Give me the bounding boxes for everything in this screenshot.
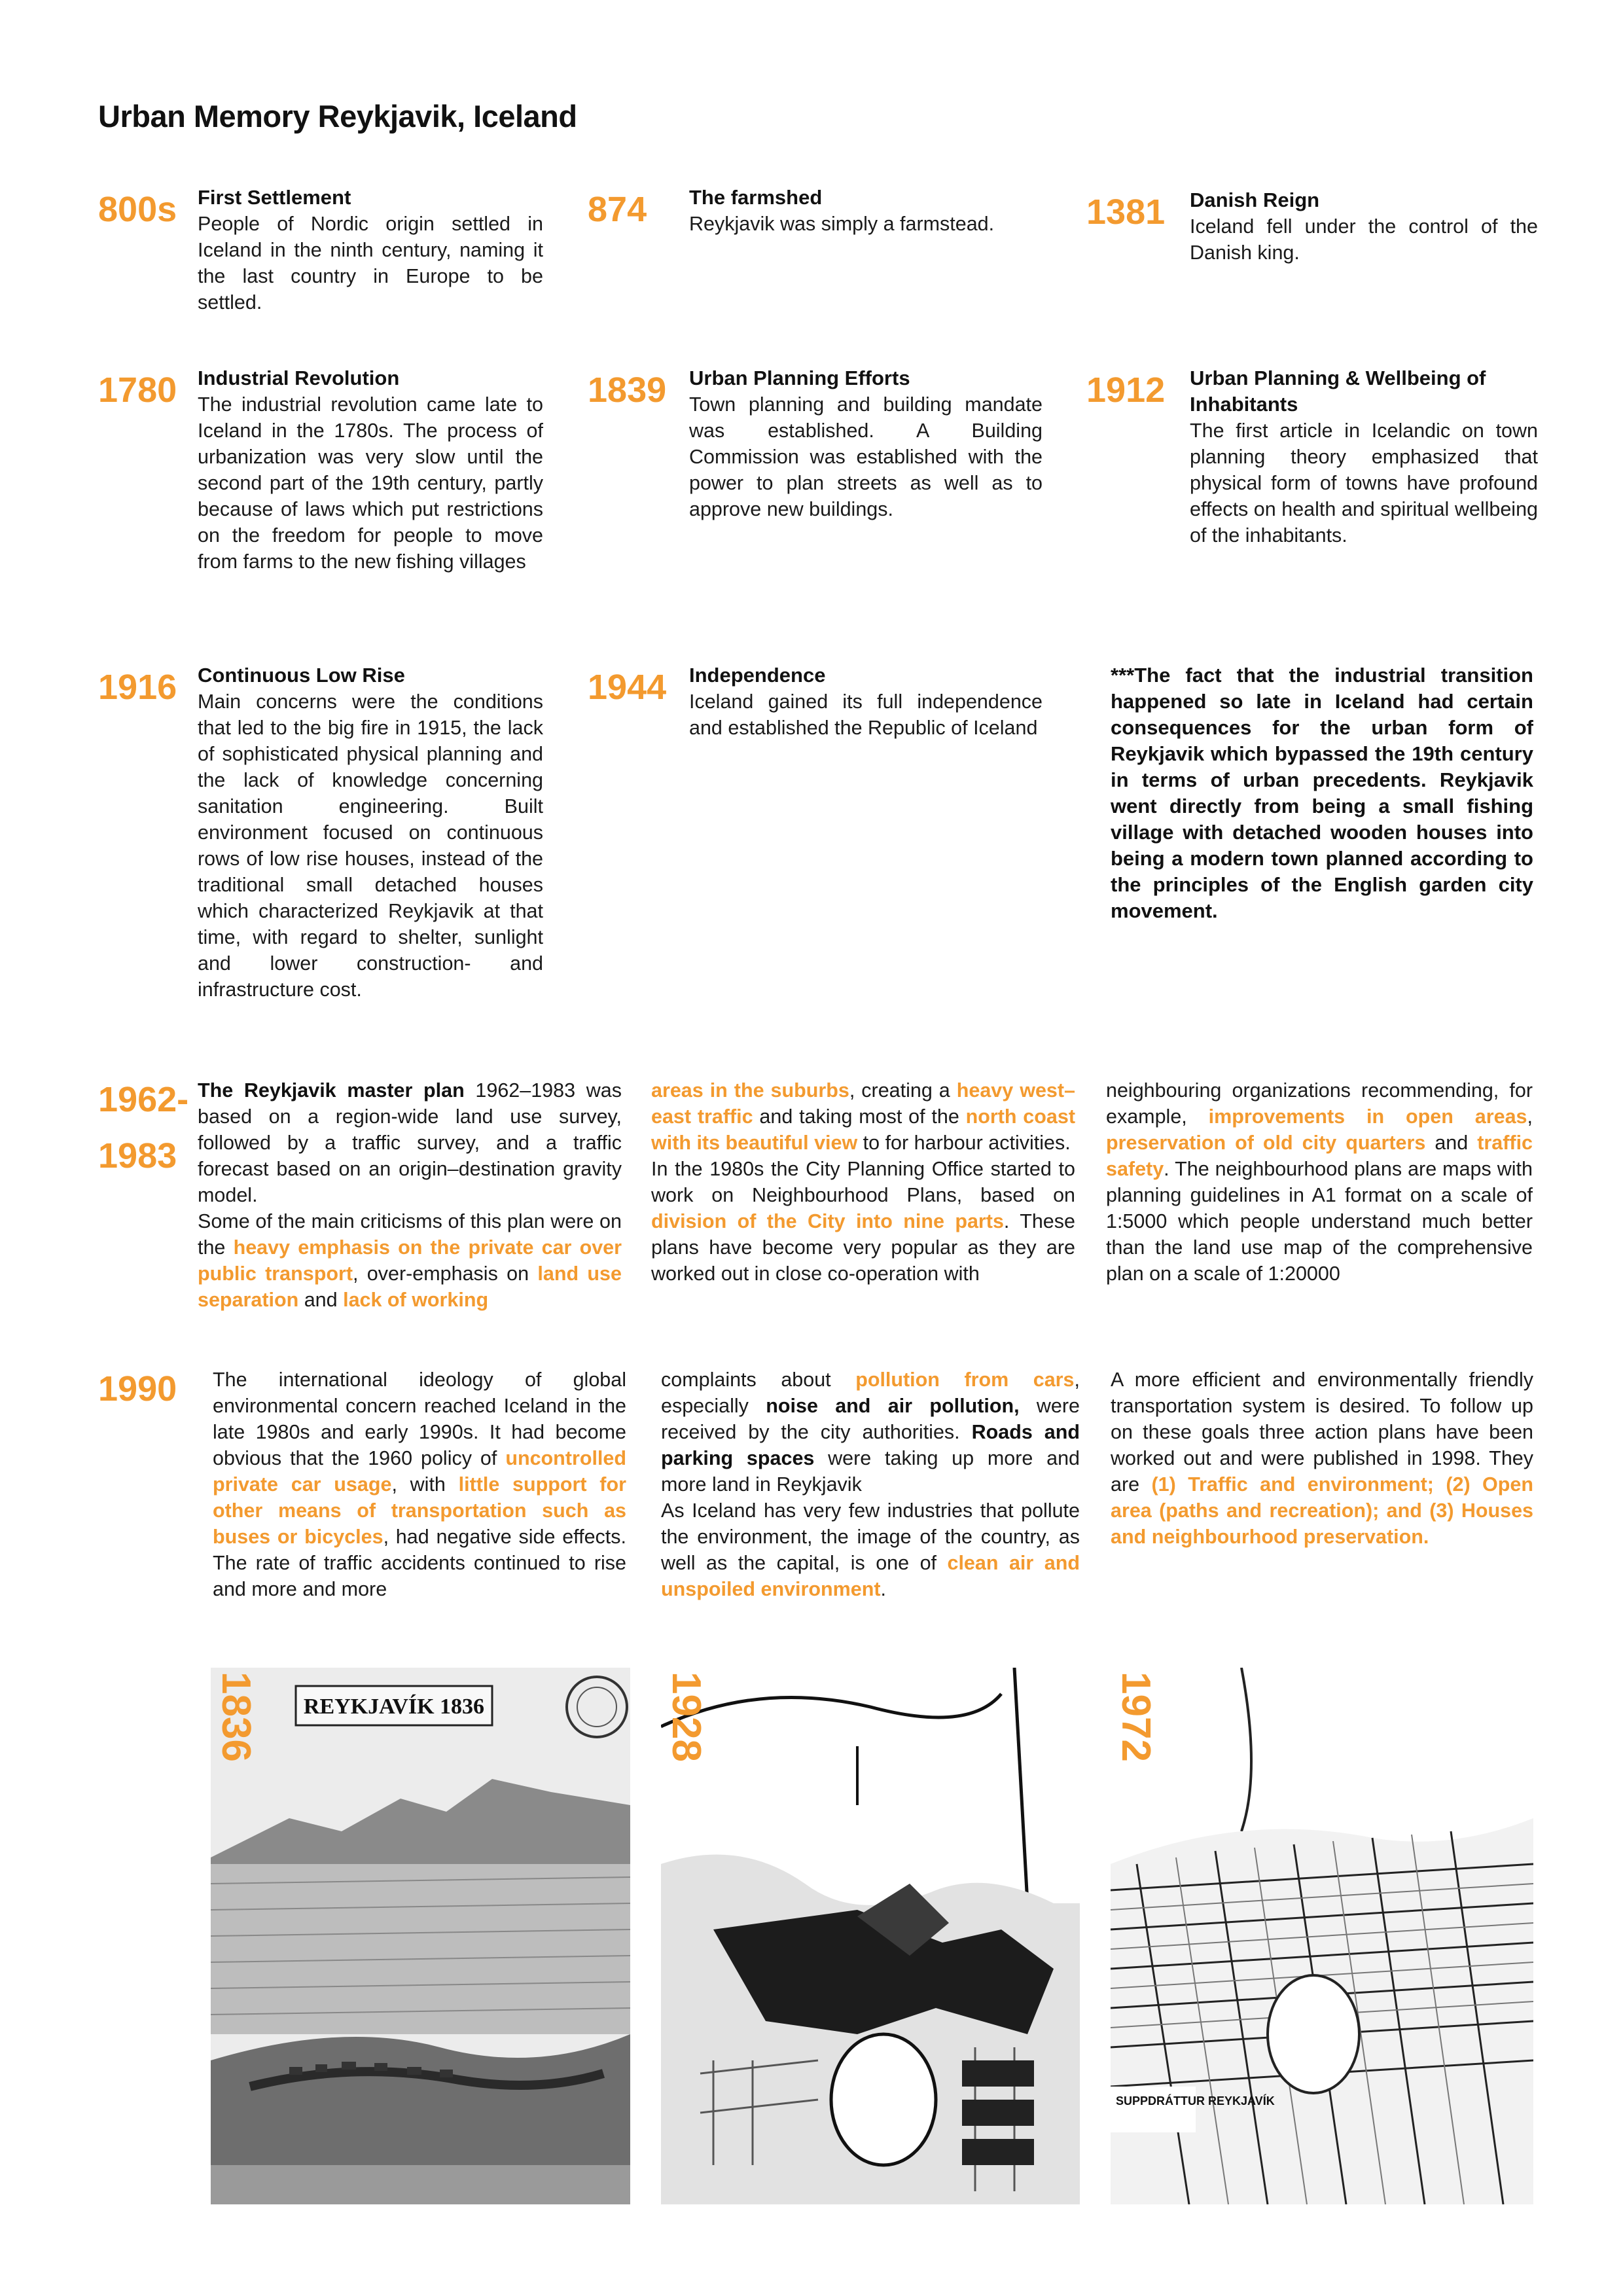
text-run: were received by the city authorities. [661,1395,1080,1443]
text-run: , especially [661,1369,1080,1417]
text-run: , over-emphasis on [353,1263,538,1285]
entry-year: 1780 [98,370,177,410]
text-run: neighbouring organizations recommending, for example, [1106,1079,1533,1128]
map-year: 1928 [664,1672,709,1762]
text-run: . The neighbourhood plans are maps with planning guidelines in A1 format on a scale of 1:5000 which people understand much better than the land use map of the comprehensive plan on a scale of 1:20000 [1106,1158,1533,1285]
master-plan-col-2 [651,1077,1075,1287]
entry-year: 1912 [1086,370,1166,410]
highlight: improvements in open areas [1208,1105,1527,1128]
entry-heading: Danish Reign [1190,188,1320,211]
bold-run: Roads and parking spaces [661,1421,1080,1469]
map-caption: SUPPDRÁTTUR REYKJAVÍK [1116,2094,1275,2108]
entry-heading: Independence [689,664,826,687]
highlight: land use separation [198,1263,622,1311]
entry-text: People of Nordic origin settled in Iceland in the ninth century, naming it the last country in Europe to be settled. [198,213,543,314]
text-run: , with [391,1473,459,1496]
master-plan-col-3 [1106,1077,1533,1287]
master-plan-year-start: 1962- [98,1080,189,1119]
text-run: and [298,1289,344,1311]
map-1928-illustration [661,1668,1080,2204]
text-run: , creating a [849,1079,957,1102]
master-plan-year-end: 1983 [98,1136,177,1175]
entry-heading: Industrial Revolution [198,367,400,389]
map-1836 [211,1668,630,2204]
map-1972 [1111,1668,1533,2204]
entry-year: 874 [588,190,647,229]
y1990-year: 1990 [98,1369,177,1408]
text-run: . These plans have become very popular as they are worked out in close co-operation with [651,1210,1075,1285]
entry-heading: Continuous Low Rise [198,664,405,687]
map-caption: REYKJAVÍK 1836 [303,1695,485,1719]
text-run: 1962–1983 was based on a region-wide land use survey, followed by a traffic survey, and a traffic forecast based on an origin–destination gravity model. [198,1079,622,1206]
master-plan-col-1 [198,1077,622,1313]
entry-text: The first article in Icelandic on town planning theory emphasized that physical form of towns have profound effects on health and spiritual wellbeing of the inhabitants. [1190,420,1538,547]
map-year: 1972 [1113,1672,1158,1762]
highlight: heavy west–east traffic [651,1079,1075,1128]
text-run: and [1425,1132,1478,1154]
text-run: . [880,1578,887,1600]
text-run: , had negative side effects. The rate of traffic accidents continued to rise and more and more [213,1526,626,1600]
entry-heading: Urban Planning & Wellbeing of Inhabitants [1190,367,1486,416]
y1990-col-1 [213,1367,626,1602]
entry-year: 1839 [588,370,667,410]
entry-heading: Urban Planning Efforts [689,367,910,389]
text-run: complaints about [661,1369,856,1391]
highlight: heavy emphasis on the private car over public transport [198,1236,622,1285]
text-run: As Iceland has very few industries that pollute the environment, the image of the country, as well as the capital, is one of [661,1499,1080,1574]
entry-text: Iceland fell under the control of the Danish king. [1190,215,1538,264]
entry-year: 1381 [1086,192,1166,232]
page-title: Urban Memory Reykjavik, Iceland [98,99,577,134]
text-run: Some of the main criticisms of this plan were on the [198,1210,622,1259]
highlight: north coast with its beautiful view [651,1105,1075,1154]
entry-text: Town planning and building mandate was established. A Building Commission was established with the power to plan streets as well as to approve new buildings. [689,393,1043,520]
text-run: and taking most of the [753,1105,966,1128]
map-year: 1836 [213,1672,259,1762]
text-run: The international ideology of global environmental concern reached Iceland in the late 1980s and early 1990s. It had become obvious that the 1960 policy of [213,1369,626,1469]
entry-year: 1916 [98,668,177,707]
text-run: A more efficient and environmentally friendly transportation system is desired. To follow up on these goals three action plans have been worked out and were published in 1998. They are [1111,1369,1533,1496]
entry-year: 1944 [588,668,667,707]
highlight: (1) Traffic and environment; (2) Open area (paths and recreation); and (3) Houses and neighbourhood preservation. [1111,1473,1533,1548]
y1990-col-3 [1111,1367,1533,1550]
entry-heading: First Settlement [198,186,351,209]
entry-year: 800s [98,190,177,229]
entry-text: Iceland gained its full independence and established the Republic of Iceland [689,691,1043,739]
map-1972-illustration [1111,1668,1533,2204]
highlight: traffic safety [1106,1132,1533,1180]
text-run: were taking up more and more land in Reykjavik [661,1447,1080,1496]
industrial-transition-note: ***The fact that the industrial transition happened so late in Iceland had certain consequences for the urban form of Reykjavik which bypassed the 19th century in terms of urban precedents. Reykjavik went directly from being a small fishing village with detached wooden houses into being a modern town planned according to the principles of the English garden city movement. [1111,664,1533,922]
entry-heading: The farmshed [689,186,823,209]
bold-run: noise and air pollution, [766,1395,1020,1417]
entry-text: Reykjavik was simply a farmstead. [689,213,995,235]
highlight: pollution from cars [855,1369,1075,1391]
highlight: areas in the suburbs [651,1079,849,1102]
map-1928 [661,1668,1080,2204]
master-plan-lead: The Reykjavik master plan [198,1079,465,1102]
entry-text: Main concerns were the conditions that led to the big fire in 1915, the lack of sophisticated physical planning and the lack of knowledge concerning sanitation engineering. Built environment focused on continuous rows of low rise houses, instead of the traditional small detached houses which characterized Reykjavik at that time, with regard to shelter, sunlight and lower construction- and infrastructure cost. [198,691,543,1001]
map-1836-illustration [211,1668,630,2204]
text-run: In the 1980s the City Planning Office started to work on Neighbourhood Plans, based on [651,1158,1075,1206]
highlight: clean air and unspoiled environment [661,1552,1080,1600]
text-run: to for harbour activities. [857,1132,1071,1154]
highlight: lack of working [343,1289,489,1311]
entry-text: The industrial revolution came late to Iceland in the 1780s. The process of urbanization was very slow until the second part of the 19th century, partly because of laws which put restrictions on the freedom for people to move from farms to the new fishing villages [198,393,543,573]
highlight: little support for other means of transportation such as buses or bicycles [213,1473,626,1548]
text-run: , [1527,1105,1533,1128]
highlight: uncontrolled private car usage [213,1447,626,1496]
highlight: division of the City into nine parts [651,1210,1004,1232]
y1990-col-2 [661,1367,1080,1602]
highlight: preservation of old city quarters [1106,1132,1426,1154]
